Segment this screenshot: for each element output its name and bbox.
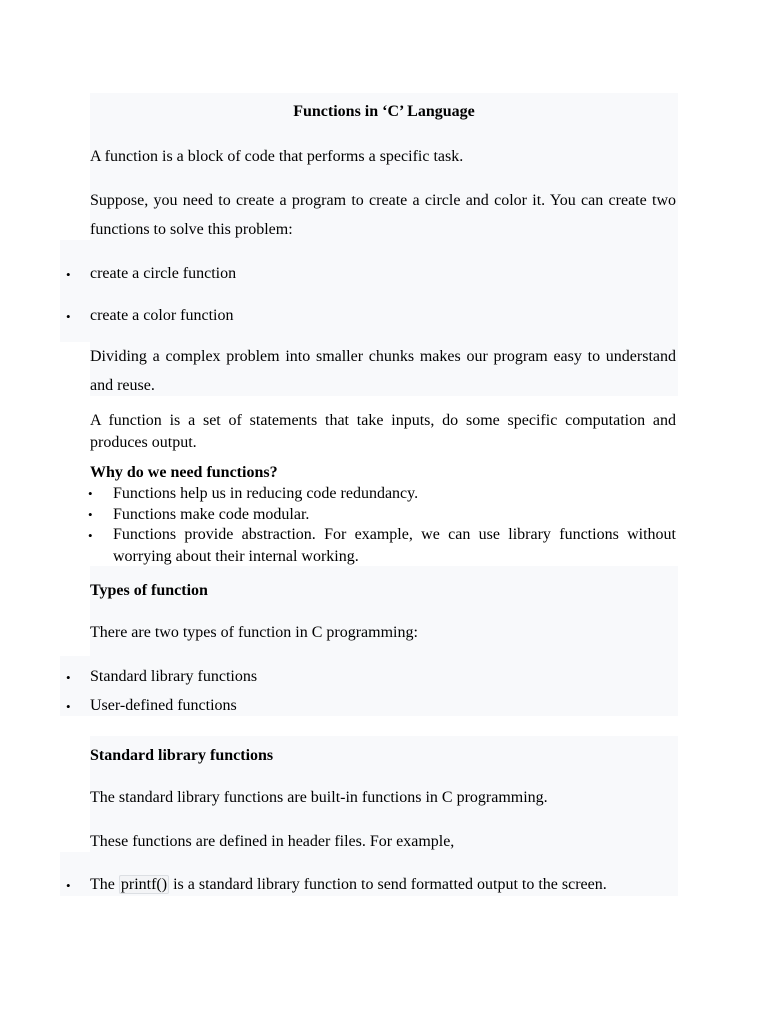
bullet-icon: • bbox=[88, 486, 93, 501]
standard-paragraph-1: The standard library functions are built-in functions in C programming. bbox=[90, 789, 548, 806]
bullet-icon: • bbox=[66, 699, 71, 714]
list-item: Functions make code modular. bbox=[113, 506, 310, 523]
list-item: create a color function bbox=[90, 307, 234, 324]
standard-heading: Standard library functions bbox=[90, 747, 274, 764]
list-item: Functions help us in reducing code redundancy. bbox=[113, 485, 419, 502]
intro-paragraph-2: Suppose, you need to create a program to create a circle and color it. You can create two functions to solve this problem: bbox=[90, 192, 676, 238]
types-heading: Types of function bbox=[90, 582, 208, 599]
standard-paragraph-2: These functions are defined in header files. For example, bbox=[90, 833, 455, 850]
bullet-icon: • bbox=[66, 878, 71, 893]
bullet-suffix: is a standard library function to send formatted output to the screen. bbox=[169, 876, 607, 893]
intro-paragraph-4: A function is a set of statements that take inputs, do some specific computation and produces output. bbox=[90, 412, 676, 451]
shade-block-types-head bbox=[90, 566, 678, 658]
bullet-icon: • bbox=[66, 267, 71, 282]
types-text: There are two types of function in C programming: bbox=[90, 624, 418, 641]
list-item: User-defined functions bbox=[90, 697, 237, 714]
bullet-prefix: The bbox=[90, 876, 119, 893]
intro-paragraph-1: A function is a block of code that performs a specific task. bbox=[90, 148, 464, 165]
page-title: Functions in ‘C’ Language bbox=[293, 103, 475, 120]
list-item: Functions provide abstraction. For example, we can use library functions without worrying about their internal working. bbox=[113, 526, 676, 565]
bullet-icon: • bbox=[88, 528, 93, 543]
shade-block-list bbox=[60, 240, 678, 342]
list-item: create a circle function bbox=[90, 265, 237, 282]
bullet-icon: • bbox=[66, 309, 71, 324]
bullet-icon: • bbox=[66, 670, 71, 685]
inline-code-printf: printf() bbox=[120, 876, 168, 893]
intro-paragraph-3: Dividing a complex problem into smaller chunks makes our program easy to understand and reuse. bbox=[90, 348, 676, 394]
bullet-icon: • bbox=[88, 507, 93, 522]
why-heading: Why do we need functions? bbox=[90, 464, 278, 481]
list-item bbox=[90, 875, 607, 895]
list-item: Standard library functions bbox=[90, 668, 258, 685]
